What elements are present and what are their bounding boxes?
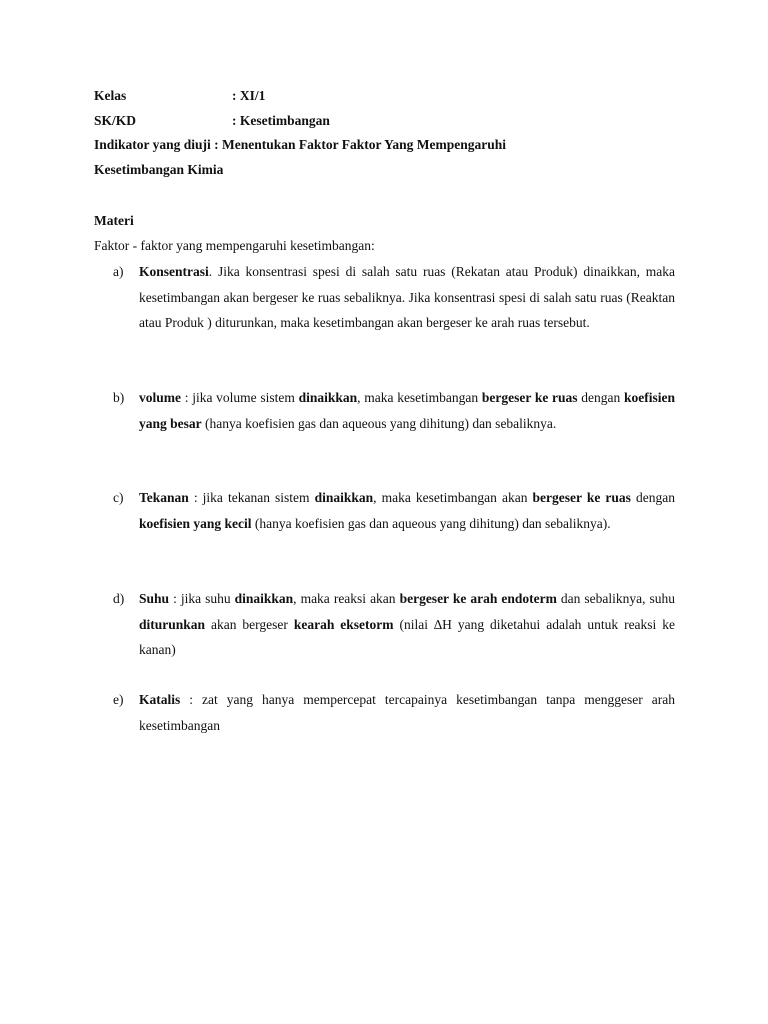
item-text: : zat yang hanya mempercepat tercapainya kesetimbangan tanpa menggeser arah kesetimbangan (139, 692, 675, 733)
item-text: , maka kesetimbangan akan (373, 490, 533, 505)
item-emphasis: dinaikkan (298, 390, 358, 405)
item-emphasis: koefisien yang kecil (139, 515, 252, 531)
list-item-katalis (113, 687, 675, 738)
kelas-label: Kelas (94, 88, 127, 103)
list-marker: e) (113, 692, 124, 707)
item-emphasis: bergeser ke arah endoterm (399, 591, 557, 606)
item-text: : jika tekanan sistem (188, 490, 315, 505)
item-text: : jika suhu (169, 591, 235, 606)
list-marker: b) (113, 390, 125, 405)
header-row-indikator-continued (94, 158, 684, 183)
list-item-text (139, 586, 675, 663)
indikator-value-continued: Kesetimbangan Kimia (94, 161, 224, 177)
list-marker: d) (113, 591, 125, 606)
indikator-value: : Menentukan Faktor Faktor Yang Mempengaruhi (210, 137, 507, 152)
item-emphasis: bergeser ke ruas (481, 390, 578, 405)
item-text: (hanya koefisien gas dan aqueous yang dihitung) dan sebaliknya. (201, 415, 557, 431)
list-item-suhu (113, 586, 675, 663)
list-marker: a) (113, 264, 124, 279)
list-item-text (139, 485, 675, 536)
item-text: , maka kesetimbangan (357, 390, 482, 405)
indikator-label: Indikator yang diuji (94, 137, 211, 152)
item-title: Katalis (139, 692, 181, 707)
materi-heading: Materi (94, 213, 134, 228)
list-item-konsentrasi (113, 259, 675, 336)
header-row-kelas (94, 84, 684, 109)
item-title: Konsentrasi (139, 264, 209, 279)
skkd-value: : Kesetimbangan (232, 112, 330, 128)
list-item-tekanan (113, 485, 675, 536)
item-emphasis: dinaikkan (234, 591, 294, 606)
item-text: . Jika konsentrasi spesi di salah satu ruas (Rekatan atau Produk) dinaikkan, maka kesetimbangan akan bergeser ke ruas sebaliknya. Jika konsentrasi spesi di salah satu ruas (Reaktan atau Produk ) diturunkan, maka kesetimbangan akan bergeser ke arah ruas tersebut. (139, 264, 675, 330)
header-row-skkd (94, 109, 684, 134)
item-emphasis: bergeser ke ruas (532, 490, 631, 505)
list-item-volume (113, 385, 675, 436)
item-text: dan sebaliknya, suhu (556, 591, 675, 606)
item-title: Tekanan (139, 490, 189, 505)
item-text: dengan (630, 490, 675, 505)
item-text: akan bergeser (205, 616, 294, 632)
skkd-label: SK/KD (94, 112, 137, 128)
header-row-indikator (94, 133, 684, 158)
list-marker: c) (113, 490, 124, 505)
item-emphasis: dinaikkan (314, 490, 374, 505)
item-title: volume (139, 390, 181, 405)
item-text: (hanya koefisien gas dan aqueous yang dihitung) dan sebaliknya). (251, 515, 611, 531)
materi-intro: Faktor - faktor yang mempengaruhi kesetimbangan: (94, 238, 375, 253)
item-text: (nilai ∆H yang diketahui adalah untuk reaksi ke kanan) (139, 616, 675, 657)
item-text: , maka reaksi akan (293, 591, 400, 606)
item-emphasis: kearah eksetorm (293, 616, 394, 632)
list-item-text (139, 385, 675, 436)
document-header (94, 84, 684, 182)
item-text: : jika volume sistem (181, 390, 299, 405)
item-emphasis: diturunkan (139, 616, 206, 632)
item-text: dengan (577, 390, 624, 405)
item-title: Suhu (139, 591, 170, 606)
list-item-text (139, 687, 675, 738)
list-item-text (139, 259, 675, 336)
kelas-value: : XI/1 (232, 88, 266, 103)
item-emphasis: koefisien yang besar (139, 390, 675, 431)
